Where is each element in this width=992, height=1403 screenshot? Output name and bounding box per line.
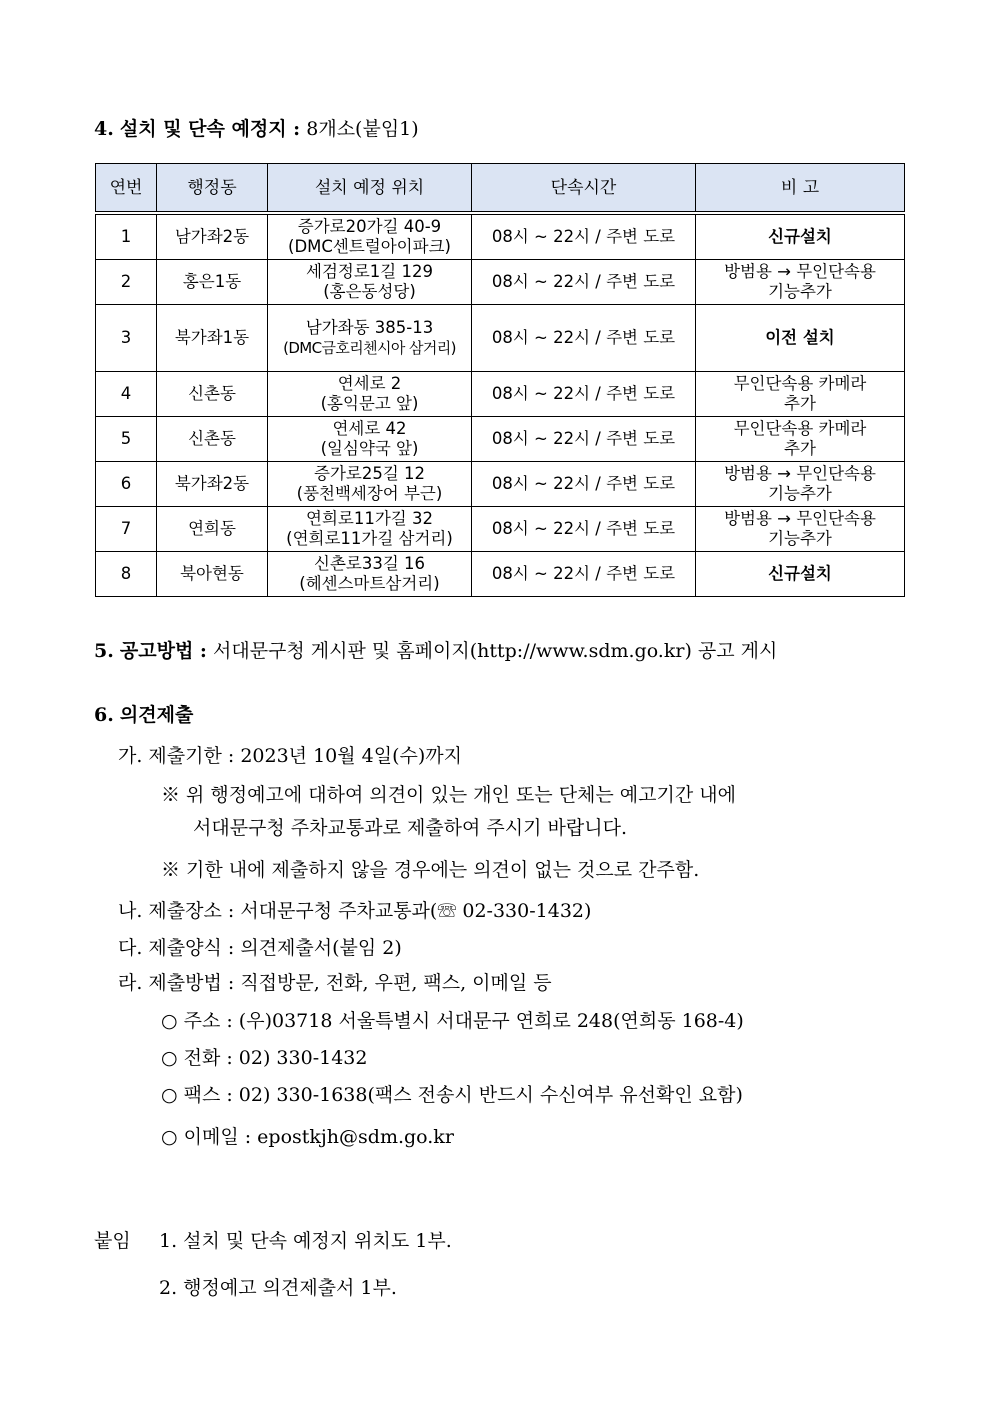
location-address: 연세로 42 [332, 419, 407, 438]
cell-note [696, 260, 905, 305]
cell-no: 1 [96, 213, 157, 260]
table-row [96, 213, 905, 260]
location-landmark: (헤센스마트삼거리) [299, 574, 440, 593]
section5-body: 서대문구청 게시판 및 홈페이지(http://www.sdm.go.kr) 공고 게시 [212, 640, 778, 662]
col-header-no: 연번 [96, 164, 157, 214]
cell-location [268, 372, 472, 417]
cell-note [696, 305, 905, 372]
section6-heading [94, 700, 193, 727]
submission-place: 나. 제출장소 : 서대문구청 주차교통과(☏ 02-330-1432) [118, 900, 592, 922]
section6-number: 6. [94, 704, 114, 726]
contact-address: ○ 주소 : (우)03718 서울특별시 서대문구 연희로 248(연희동 168-4) [161, 1010, 744, 1032]
cell-no: 4 [96, 372, 157, 417]
contact-fax: ○ 팩스 : 02) 330-1638(팩스 전송시 반드시 수신여부 유선확인 요함) [161, 1084, 743, 1106]
note-line1: 신규설치 [768, 564, 832, 583]
table-row [96, 507, 905, 552]
table-row [96, 462, 905, 507]
table-row [96, 552, 905, 597]
note-line2: 추가 [784, 439, 816, 458]
cell-no: 3 [96, 305, 157, 372]
cell-time: 08시 ~ 22시 / 주변 도로 [472, 372, 696, 417]
installation-table [95, 163, 905, 597]
note-line2: 기능추가 [768, 484, 832, 503]
cell-location [268, 417, 472, 462]
attachment-item-1: 1. 설치 및 단속 예정지 위치도 1부. [159, 1230, 452, 1252]
cell-location [268, 213, 472, 260]
table-header-row [96, 164, 905, 214]
location-landmark: (DMC센트럴아이파크) [288, 237, 451, 256]
cell-location [268, 552, 472, 597]
note-line2: 기능추가 [768, 282, 832, 301]
cell-dong: 연희동 [157, 507, 268, 552]
note-line2: 추가 [784, 394, 816, 413]
location-landmark: (연희로11가길 삼거리) [286, 529, 453, 548]
location-address: 남가좌동 385-13 [305, 318, 434, 337]
table-row [96, 260, 905, 305]
section5-number: 5. [94, 640, 114, 662]
note-line1: 방범용 → 무인단속용 [724, 509, 876, 528]
section4-number: 4. [94, 118, 114, 140]
cell-dong: 홍은1동 [157, 260, 268, 305]
cell-no: 6 [96, 462, 157, 507]
cell-note [696, 372, 905, 417]
section6-title: 의견제출 [119, 704, 194, 726]
cell-time: 08시 ~ 22시 / 주변 도로 [472, 417, 696, 462]
notice-line-1a: ※ 위 행정예고에 대하여 의견이 있는 개인 또는 단체는 예고기간 내에 [161, 784, 736, 806]
note-line2: 기능추가 [768, 529, 832, 548]
col-header-location: 설치 예정 위치 [268, 164, 472, 214]
section4-count: 8개소(붙임1) [306, 118, 419, 140]
location-address: 연세로 2 [337, 374, 402, 393]
location-landmark: (DMC금호리첸시아 삼거리) [283, 339, 456, 357]
notice-line-1b: 서대문구청 주차교통과로 제출하여 주시기 바랍니다. [193, 817, 627, 839]
note-line1: 무인단속용 카메라 [733, 419, 867, 438]
cell-no: 8 [96, 552, 157, 597]
cell-time: 08시 ~ 22시 / 주변 도로 [472, 305, 696, 372]
attachments-label: 붙임 [94, 1230, 131, 1252]
col-header-time: 단속시간 [472, 164, 696, 214]
location-address: 신촌로33길 16 [314, 554, 425, 573]
cell-time: 08시 ~ 22시 / 주변 도로 [472, 260, 696, 305]
location-landmark: (홍익문고 앞) [320, 394, 419, 413]
contact-phone: ○ 전화 : 02) 330-1432 [161, 1047, 368, 1069]
table-row [96, 417, 905, 462]
cell-time: 08시 ~ 22시 / 주변 도로 [472, 552, 696, 597]
cell-dong: 남가좌2동 [157, 213, 268, 260]
cell-note [696, 462, 905, 507]
cell-time: 08시 ~ 22시 / 주변 도로 [472, 462, 696, 507]
submission-method: 라. 제출방법 : 직접방문, 전화, 우편, 팩스, 이메일 등 [118, 972, 552, 994]
section5-heading [94, 636, 777, 663]
cell-location [268, 305, 472, 372]
cell-dong: 북가좌2동 [157, 462, 268, 507]
cell-dong: 신촌동 [157, 372, 268, 417]
table-row [96, 372, 905, 417]
cell-no: 2 [96, 260, 157, 305]
cell-dong: 신촌동 [157, 417, 268, 462]
note-line1: 방범용 → 무인단속용 [724, 464, 876, 483]
cell-note [696, 213, 905, 260]
cell-location [268, 507, 472, 552]
location-address: 증가로25길 12 [314, 464, 425, 483]
submission-form: 다. 제출양식 : 의견제출서(붙임 2) [118, 937, 402, 959]
location-landmark: (홍은동성당) [323, 282, 416, 301]
location-landmark: (일심약국 앞) [320, 439, 419, 458]
cell-dong: 북아현동 [157, 552, 268, 597]
col-header-dong: 행정동 [157, 164, 268, 214]
section4-title: 설치 및 단속 예정지 : [119, 118, 301, 140]
attachment-item-2: 2. 행정예고 의견제출서 1부. [159, 1277, 397, 1299]
cell-time: 08시 ~ 22시 / 주변 도로 [472, 507, 696, 552]
col-header-note: 비 고 [696, 164, 905, 214]
location-address: 세검정로1길 129 [306, 262, 433, 281]
cell-note [696, 552, 905, 597]
note-line1: 무인단속용 카메라 [733, 374, 867, 393]
location-landmark: (풍천백세장어 부근) [296, 484, 443, 503]
cell-no: 5 [96, 417, 157, 462]
section4-heading [94, 114, 419, 141]
cell-time: 08시 ~ 22시 / 주변 도로 [472, 213, 696, 260]
location-address: 증가로20가길 40-9 [297, 217, 442, 236]
cell-location [268, 462, 472, 507]
cell-note [696, 417, 905, 462]
table-row [96, 305, 905, 372]
cell-note [696, 507, 905, 552]
cell-location [268, 260, 472, 305]
note-line1: 방범용 → 무인단속용 [724, 262, 876, 281]
contact-email: ○ 이메일 : epostkjh@sdm.go.kr [161, 1126, 454, 1148]
note-line1: 이전 설치 [765, 328, 835, 347]
note-line1: 신규설치 [768, 227, 832, 246]
notice-line-2: ※ 기한 내에 제출하지 않을 경우에는 의견이 없는 것으로 간주함. [161, 859, 700, 881]
cell-dong: 북가좌1동 [157, 305, 268, 372]
deadline-line: 가. 제출기한 : 2023년 10월 4일(수)까지 [118, 745, 462, 767]
cell-no: 7 [96, 507, 157, 552]
location-address: 연희로11가길 32 [306, 509, 433, 528]
section5-title: 공고방법 : [119, 640, 207, 662]
